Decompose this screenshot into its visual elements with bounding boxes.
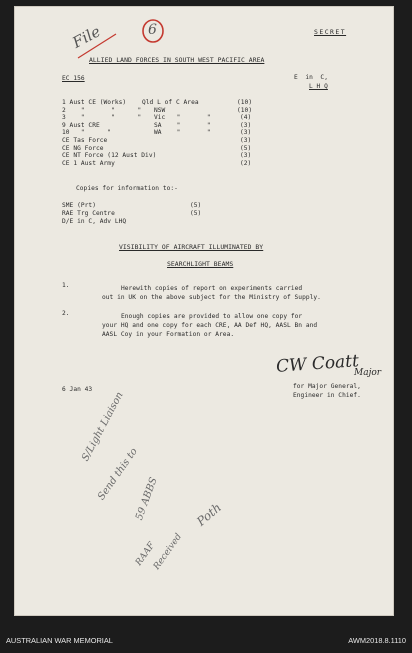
- pencil-note-3: 59 ABBS: [134, 476, 160, 522]
- list-item: CE NT Force (12 Aust Div) (3): [62, 152, 252, 160]
- pencil-note-4: RAAF: [134, 540, 158, 568]
- reference-number: EC 156: [62, 75, 85, 82]
- distribution-list: [62, 99, 312, 167]
- footer-institution: AUSTRALIAN WAR MEMORIAL: [6, 636, 113, 645]
- footer-accession-number: AWM2018.8.1110: [348, 636, 406, 645]
- paragraph2-line3: AASL Coy in your Formation or Area.: [102, 331, 235, 338]
- footer-bar: [0, 629, 412, 653]
- signature: CW Coatt: [275, 351, 360, 377]
- from-line1: E in C,: [294, 74, 328, 81]
- paragraph1-number: 1.: [62, 282, 70, 289]
- document-date: 6 Jan 43: [62, 386, 93, 393]
- list-item: CE 1 Aust Army (2): [62, 159, 252, 167]
- list-item: 9 Aust CRE SA " " (3): [62, 121, 252, 129]
- subject-line1: VISIBILITY OF AIRCRAFT ILLUMINATED BY: [119, 243, 264, 251]
- pencil-note-1: S/Light Liaison: [80, 390, 126, 464]
- info-heading: Copies for information to:-: [76, 185, 178, 192]
- list-item: CE Tas Force (3): [62, 136, 252, 144]
- subject-line2: SEARCHLIGHT BEAMS: [167, 260, 234, 268]
- list-item: 3 " " " Vic " " (4): [62, 114, 252, 122]
- document-heading: ALLIED LAND FORCES IN SOUTH WEST PACIFIC AREA: [89, 56, 265, 64]
- paragraph2-number: 2.: [62, 310, 70, 317]
- from-line2: L H Q: [309, 83, 328, 90]
- list-item: 1 Aust CE (Works) Qld L of C Area (10): [62, 99, 253, 106]
- list-item: D/E in C, Adv LHQ: [62, 217, 127, 225]
- file-number: 6: [148, 22, 157, 38]
- paragraph2-line2: your HQ and one copy for each CRE, AA Def HQ, AASL Bn and: [102, 322, 318, 329]
- signature-rank: Major: [354, 368, 382, 378]
- paragraph1-line2: out in UK on the above subject for the Ministry of Supply.: [102, 294, 321, 301]
- pencil-note-2: Send this to: [96, 446, 140, 503]
- list-item: RAE Trg Centre (5): [62, 209, 202, 217]
- info-list: [62, 202, 262, 225]
- list-item: CE NG Force (5): [62, 144, 252, 152]
- signature-line2: Engineer in Chief.: [293, 392, 361, 399]
- classification: SECRET: [314, 28, 347, 36]
- file-handwritten-note: File: [69, 22, 104, 52]
- signature-line1: for Major General,: [293, 383, 361, 390]
- pencil-note-6: Poth: [194, 500, 224, 529]
- list-item: 2 " " " NSW (10): [62, 106, 253, 114]
- paragraph1-line1: Herewith copies of report on experiments carried: [121, 285, 303, 292]
- paragraph2-line1: Enough copies are provided to allow one copy for: [121, 313, 303, 320]
- document-page: [14, 6, 394, 616]
- pencil-note-5: Received: [152, 531, 185, 572]
- list-item: SME (Prt) (5): [62, 202, 202, 209]
- list-item: 10 " " WA " " (3): [62, 129, 252, 137]
